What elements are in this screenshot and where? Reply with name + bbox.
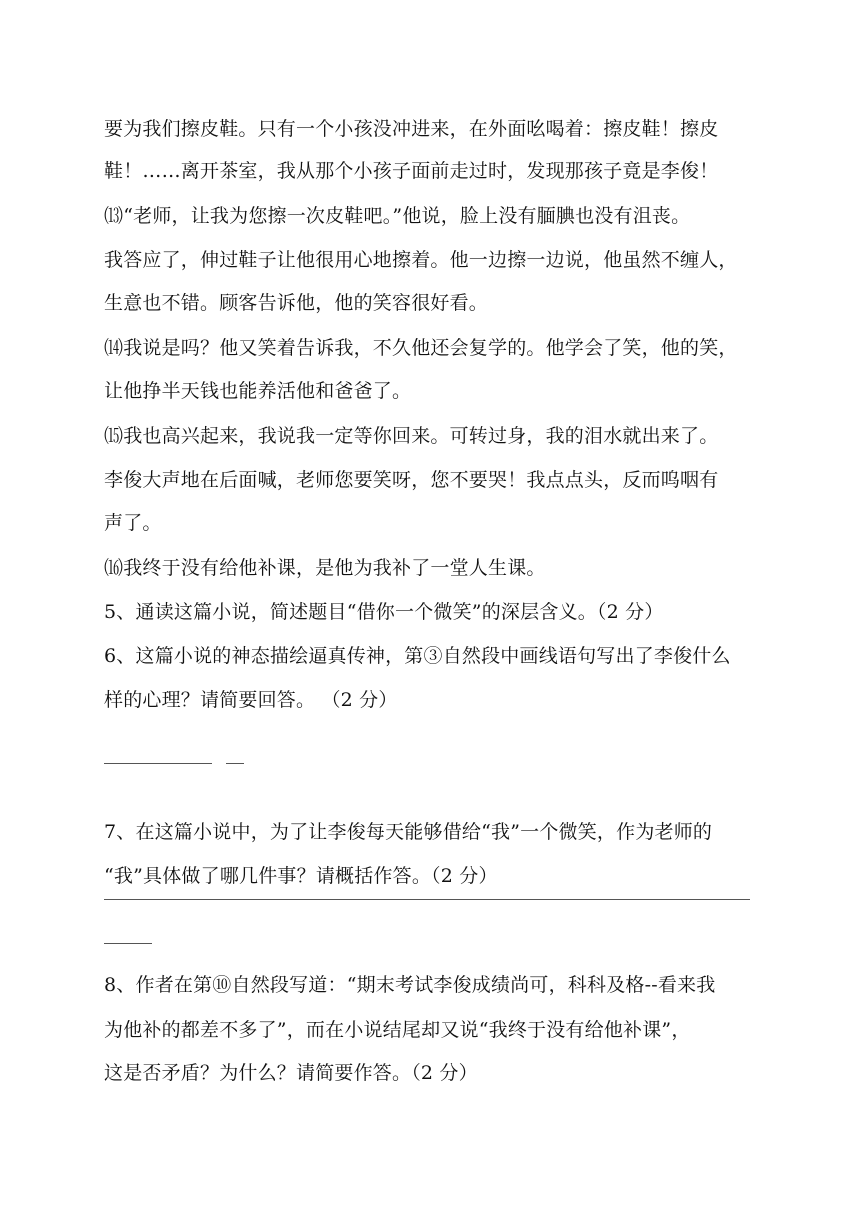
question-7: 7、在这篇小说中，为了让李俊每天能够借给“我”一个微笑，作为老师的	[104, 821, 713, 843]
question-8-continued: 为他补的都差不多了”，而在小说结尾却又说“我终于没有给他补课”，	[104, 1019, 691, 1041]
paragraph-line: 我答应了，伸过鞋子让他很用心地擦着。他一边擦一边说，他虽然不缠人，	[104, 249, 738, 271]
paragraph-line: 声了。	[104, 512, 162, 534]
answer-line	[226, 763, 244, 764]
paragraph-line: 鞋！……离开茶室，我从那个小孩子面前走过时，发现那孩子竟是李俊！	[104, 160, 719, 182]
paragraph-16-line: ⒃我终于没有给他补课，是他为我补了一堂人生课。	[104, 557, 546, 579]
paragraph-line: 生意也不错。顾客告诉他，他的笑容很好看。	[104, 292, 489, 314]
answer-line	[104, 763, 212, 764]
paragraph-15-line: ⒂我也高兴起来，我说我一定等你回来。可转过身，我的泪水就出来了。	[104, 425, 719, 447]
question-5: 5、通读这篇小说，简述题目“借你一个微笑”的深层含义。（2 分）	[104, 601, 664, 623]
paragraph-14-line: ⒁我说是吗？他又笑着告诉我，不久他还会复学的。他学会了笑，他的笑，	[104, 337, 738, 359]
answer-line	[104, 943, 152, 944]
question-8-continued: 这是否矛盾？为什么？请简要作答。（2 分）	[104, 1062, 478, 1084]
paragraph-13-line: ⒀“老师，让我为您擦一次皮鞋吧。”他说，脸上没有腼腆也没有沮丧。	[104, 205, 691, 227]
paragraph-line: 李俊大声地在后面喊，老师您要笑呀，您不要哭！我点点头，反而呜咽有	[104, 469, 719, 491]
answer-line	[104, 899, 750, 900]
question-6: 6、这篇小说的神态描绘逼真传神，第③自然段中画线语句写出了李俊什么	[104, 645, 731, 667]
question-6-continued: 样的心理？请简要回答。 （2 分）	[104, 689, 398, 711]
paragraph-line: 让他挣半天钱也能养活他和爸爸了。	[104, 380, 412, 402]
question-8: 8、作者在第⑩自然段写道：“期末考试李俊成绩尚可，科科及格--看来我	[104, 974, 716, 996]
paragraph-line: 要为我们擦皮鞋。只有一个小孩没冲进来，在外面吆喝着：擦皮鞋！擦皮	[104, 118, 719, 140]
question-7-continued: “我”具体做了哪几件事？请概括作答。（2 分）	[104, 865, 498, 887]
